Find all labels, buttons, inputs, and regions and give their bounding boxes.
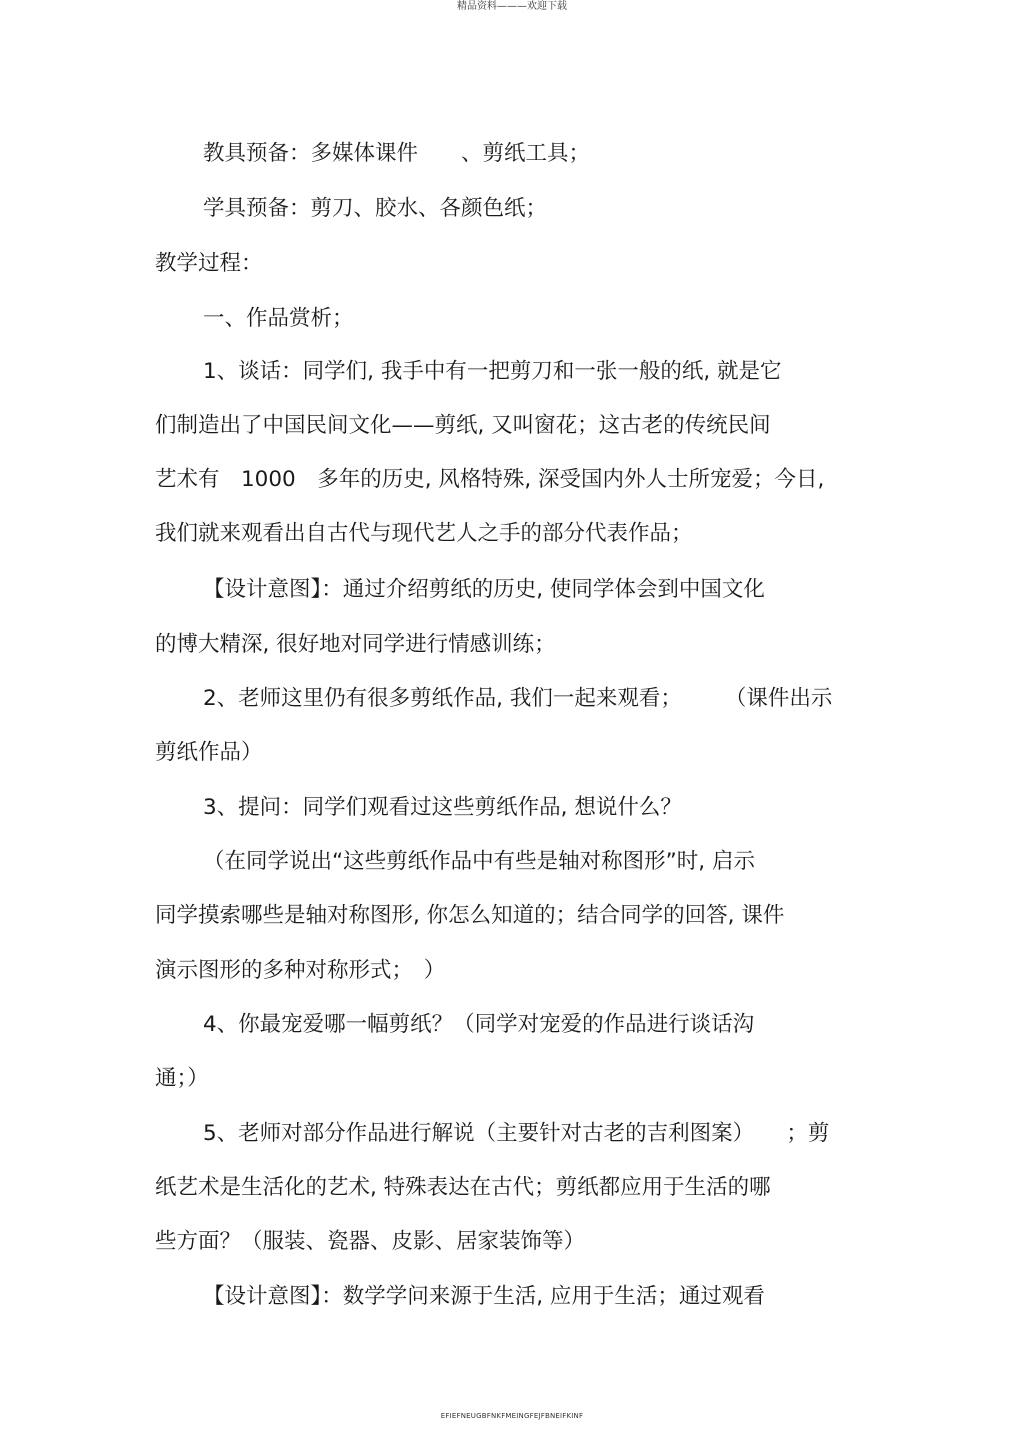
text-line: 【设计意图】：通过介绍剪纸的历史, 使同学体会到中国文化 <box>203 577 765 602</box>
text-line: 教具预备：多媒体课件 、剪纸工具； <box>203 141 591 166</box>
text-line: 3、提问：同学们观看过这些剪纸作品, 想说什么？ <box>203 795 682 820</box>
text-line: 剪纸作品） <box>155 740 263 765</box>
text-line: 我们就来观看出自古代与现代艺人之手的部分代表作品； <box>155 521 693 546</box>
page-footer: EFIEFNEUGBFNKFMEINGFEJFBNEIFKINF <box>440 1412 584 1420</box>
text-line: 们制造出了中国民间文化——剪纸, 又叫窗花；这古老的传统民间 <box>155 413 771 438</box>
text-line: 2、老师这里仍有很多剪纸作品, 我们一起来观看； （课件出示 <box>203 686 833 711</box>
text-line: 5、老师对部分作品进行解说（主要针对古老的吉利图案） ；剪 <box>203 1121 830 1146</box>
text-line: 同学摸索哪些是轴对称图形, 你怎么知道的；结合同学的回答, 课件 <box>155 903 785 928</box>
text-line: （在同学说出“这些剪纸作品中有些是轴对称图形”时, 启示 <box>203 849 755 874</box>
page-header: 精品资料———欢迎下载 <box>457 1 567 12</box>
text-line: 演示图形的多种对称形式； ） <box>155 958 446 983</box>
text-line: 些方面？（服装、瓷器、皮影、居家装饰等） <box>155 1229 586 1254</box>
text-line: 通；） <box>155 1066 209 1091</box>
text-line: 的博大精深, 很好地对同学进行情感训练； <box>155 632 556 657</box>
section-heading: 一、作品赏析； <box>203 306 354 331</box>
text-line: 4、你最宠爱哪一幅剪纸？（同学对宠爱的作品进行谈话沟 <box>203 1012 755 1037</box>
text-line: 1、谈话：同学们, 我手中有一把剪刀和一张一般的纸, 就是它 <box>203 359 782 384</box>
text-line: 艺术有 1000 多年的历史, 风格特殊, 深受国内外人士所宠爱；今日, <box>155 467 825 492</box>
section-heading: 教学过程： <box>155 251 263 276</box>
text-line: 学具预备：剪刀、胶水、各颜色纸； <box>203 196 548 221</box>
text-line: 纸艺术是生活化的艺术, 特殊表达在古代；剪纸都应用于生活的哪 <box>155 1175 771 1200</box>
text-line: 【设计意图】：数学学问来源于生活, 应用于生活；通过观看 <box>203 1284 765 1309</box>
